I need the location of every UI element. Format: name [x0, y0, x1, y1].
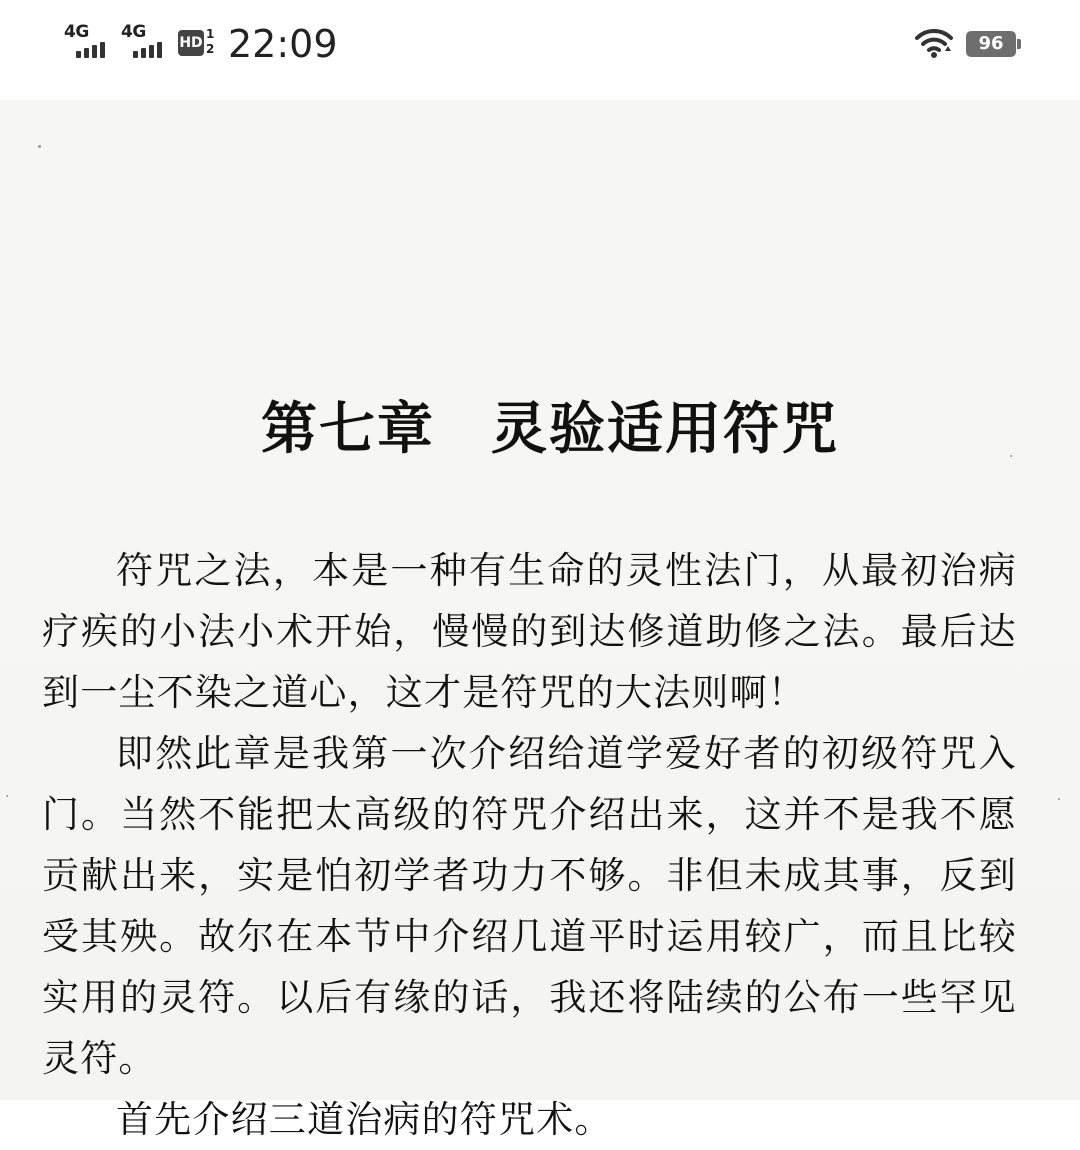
battery-icon [966, 31, 1016, 57]
sim2-signal-icon [119, 22, 169, 62]
battery-level: 96 [978, 33, 1004, 54]
status-bar [0, 0, 1080, 100]
wifi-icon [914, 26, 954, 58]
scan-speck [38, 145, 41, 148]
scan-speck [6, 795, 8, 797]
chapter-name: 灵验适用符咒 [491, 396, 839, 462]
sim1-signal-icon [62, 22, 112, 62]
body-text [42, 540, 1017, 1150]
hd-voice-icon: HD [178, 30, 204, 56]
chapter-number: 第七章 [261, 396, 435, 462]
status-time: 22:09 [228, 22, 338, 66]
chapter-title [0, 385, 1080, 465]
hd-slot-indicator: 1 2 [206, 27, 215, 56]
sim1-network-type: 4G [64, 22, 89, 42]
document-page [0, 100, 1080, 1141]
scan-speck [1058, 798, 1060, 800]
paragraph-2: 即然此章是我第一次介绍给道学爱好者的初级符咒入门。当然不能把太高级的符咒介绍出来，这并不是我不愿贡献出来，实是怕初学者功力不够。非但未成其事，反到受其殃。故尔在本节中介绍几道平时运用较广，而且比较实用的灵符。以后有缘的话，我还将陆续的公布一些罕见灵符。 [42, 732, 1017, 1080]
sim2-network-type: 4G [121, 22, 146, 42]
paragraph-3: 首先介绍三道治病的符咒术。 [116, 1098, 613, 1141]
paragraph-1: 符咒之法，本是一种有生命的灵性法门，从最初治病疗疾的小法小术开始，慢慢的到达修道助修之法。最后达到一尘不染之道心，这才是符咒的大法则啊！ [42, 549, 1017, 714]
